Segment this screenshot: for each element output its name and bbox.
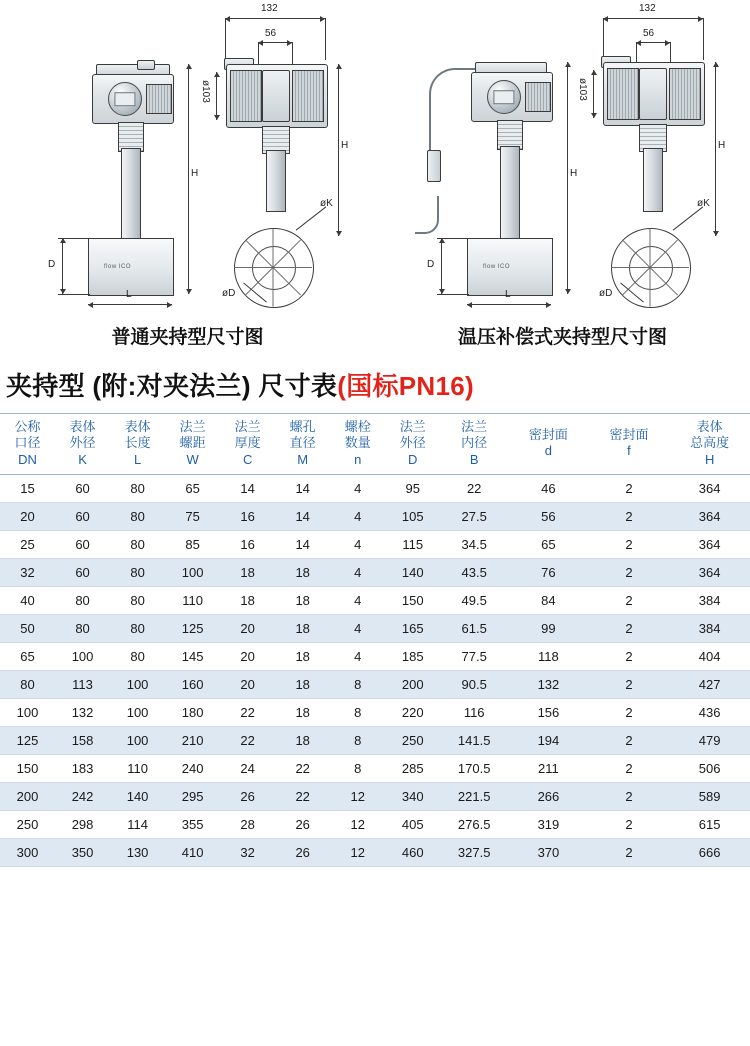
table-cell: 355: [165, 810, 220, 838]
table-cell: 14: [275, 502, 330, 530]
table-cell: 85: [165, 530, 220, 558]
table-cell: 4: [330, 586, 385, 614]
capillary-fitting-right: [427, 150, 441, 182]
dimension-table: [0, 413, 750, 867]
dim-ext-left-r: [603, 18, 604, 60]
table-cell: 165: [385, 614, 440, 642]
col-header-l: 表体 长度 L: [110, 414, 165, 475]
table-cell: 140: [385, 558, 440, 586]
table-cell: 250: [0, 810, 55, 838]
table-cell: 100: [110, 726, 165, 754]
table-cell: 194: [508, 726, 589, 754]
table-cell: 49.5: [440, 586, 508, 614]
table-cell: 75: [165, 502, 220, 530]
table-cell: 16: [220, 530, 275, 558]
neck-tube-left: [121, 148, 141, 240]
col-header-b: 法兰 内径 B: [440, 414, 508, 475]
table-cell: 60: [55, 530, 110, 558]
table-cell: 26: [275, 838, 330, 866]
dim-label-width-56-r: 56: [643, 28, 655, 39]
table-cell: 25: [0, 530, 55, 558]
table-cell: 2: [589, 726, 670, 754]
table-cell: 220: [385, 698, 440, 726]
table-cell: 12: [330, 782, 385, 810]
table-cell: 125: [165, 614, 220, 642]
dim-line-D: [62, 238, 63, 294]
dim-line-dia103: [216, 72, 217, 120]
table-cell: 364: [669, 558, 750, 586]
table-cell: 2: [589, 586, 670, 614]
table-cell: 20: [220, 670, 275, 698]
head-center-front-left: [262, 70, 290, 122]
table-cell: 95: [385, 474, 440, 502]
table-cell: 110: [165, 586, 220, 614]
table-cell: 2: [589, 642, 670, 670]
head-ribs-left: [146, 84, 172, 114]
table-cell: 18: [275, 726, 330, 754]
table-cell: 18: [275, 558, 330, 586]
table-cell: 250: [385, 726, 440, 754]
col-header-d-outer: 法兰 外径 D: [385, 414, 440, 475]
table-cell: 427: [669, 670, 750, 698]
table-cell: 4: [330, 474, 385, 502]
table-cell: 141.5: [440, 726, 508, 754]
leader-K-right: [673, 206, 704, 230]
col-header-c: 法兰 厚度 C: [220, 414, 275, 475]
table-row: [0, 838, 750, 866]
table-cell: 2: [589, 810, 670, 838]
table-cell: 18: [275, 586, 330, 614]
table-cell: 364: [669, 474, 750, 502]
table-row: [0, 726, 750, 754]
table-cell: 40: [0, 586, 55, 614]
table-cell: 65: [508, 530, 589, 558]
dim-label-height-H-front-r: H: [718, 140, 726, 151]
table-cell: 61.5: [440, 614, 508, 642]
table-cell: 65: [165, 474, 220, 502]
table-cell: 80: [0, 670, 55, 698]
drawings-area: [0, 0, 750, 318]
table-cell: 150: [385, 586, 440, 614]
table-cell: 100: [165, 558, 220, 586]
table-cell: 506: [669, 754, 750, 782]
table-cell: 327.5: [440, 838, 508, 866]
table-cell: 114: [110, 810, 165, 838]
body-brand-label-left: flow ICO: [104, 264, 132, 270]
dim-label-width-132-r: 132: [639, 3, 656, 14]
table-cell: 350: [55, 838, 110, 866]
table-cell: 14: [275, 530, 330, 558]
lcd-screen-left: [114, 92, 135, 106]
table-cell: 364: [669, 502, 750, 530]
table-cell: 340: [385, 782, 440, 810]
dim-label-K-left: øK: [320, 198, 333, 209]
dim-line-dia103-r: [593, 70, 594, 118]
table-cell: 100: [55, 642, 110, 670]
dim-label-height-H: H: [191, 168, 199, 179]
page-title-main: 夹持型 (附:对夹法兰) 尺寸表: [6, 371, 338, 401]
table-cell: 156: [508, 698, 589, 726]
col-header-w: 法兰 螺距 W: [165, 414, 220, 475]
dim-label-boreD-right: øD: [599, 288, 613, 299]
table-cell: 298: [55, 810, 110, 838]
dim-line-width-56: [258, 42, 292, 43]
table-cell: 8: [330, 670, 385, 698]
dim-label-height-H-front: H: [341, 140, 349, 151]
table-cell: 27.5: [440, 502, 508, 530]
dim-line-height-H-front-r: [715, 62, 716, 236]
table-cell: 115: [385, 530, 440, 558]
table-cell: 22: [275, 754, 330, 782]
table-cell: 56: [508, 502, 589, 530]
table-cell: 132: [508, 670, 589, 698]
page-title: [0, 360, 750, 413]
table-cell: 32: [220, 838, 275, 866]
dim-line-height-H-r: [567, 62, 568, 294]
table-cell: 80: [110, 642, 165, 670]
table-cell: 4: [330, 614, 385, 642]
table-cell: 145: [165, 642, 220, 670]
table-cell: 24: [220, 754, 275, 782]
neck-tube-right: [500, 146, 520, 240]
table-cell: 295: [165, 782, 220, 810]
table-cell: 20: [0, 502, 55, 530]
caption-compensated-clamp: 温压补偿式夹持型尺寸图: [457, 327, 667, 348]
table-cell: 18: [275, 698, 330, 726]
dim-ext-left-56-r: [636, 42, 637, 64]
table-cell: 221.5: [440, 782, 508, 810]
table-cell: 384: [669, 586, 750, 614]
table-cell: 22: [220, 698, 275, 726]
table-row: [0, 642, 750, 670]
table-cell: 384: [669, 614, 750, 642]
table-cell: 80: [110, 558, 165, 586]
dim-ext-D-top-r: [437, 238, 469, 239]
table-cell: 370: [508, 838, 589, 866]
neck-tube-front-right: [643, 148, 663, 212]
table-cell: 185: [385, 642, 440, 670]
table-cell: 80: [110, 474, 165, 502]
table-cell: 22: [275, 782, 330, 810]
table-cell: 404: [669, 642, 750, 670]
table-cell: 285: [385, 754, 440, 782]
table-cell: 99: [508, 614, 589, 642]
table-cell: 80: [110, 586, 165, 614]
table-cell: 479: [669, 726, 750, 754]
table-cell: 18: [220, 558, 275, 586]
table-cell: 46: [508, 474, 589, 502]
head-boss-left: [137, 60, 155, 70]
dim-ext-left: [225, 18, 226, 60]
table-cell: 2: [589, 614, 670, 642]
table-cell: 200: [0, 782, 55, 810]
capillary-loop-right: [415, 196, 439, 234]
table-cell: 158: [55, 726, 110, 754]
head-ribs-front-a-left: [230, 70, 262, 122]
caption-standard-clamp: 普通夹持型尺寸图: [111, 327, 264, 348]
col-header-k: 表体 外径 K: [55, 414, 110, 475]
table-cell: 20: [220, 642, 275, 670]
lcd-display-left: [108, 82, 142, 116]
col-header-dn: 公称 口径 DN: [0, 414, 55, 475]
table-cell: 410: [165, 838, 220, 866]
table-cell: 12: [330, 838, 385, 866]
drawing-captions: [0, 318, 750, 360]
dim-label-L: L: [126, 289, 132, 300]
dim-line-width-132: [225, 18, 325, 19]
table-cell: 100: [110, 670, 165, 698]
table-cell: 140: [110, 782, 165, 810]
table-cell: 26: [220, 782, 275, 810]
dim-ext-right-r: [703, 18, 704, 60]
table-cell: 76: [508, 558, 589, 586]
table-row: [0, 530, 750, 558]
table-cell: 77.5: [440, 642, 508, 670]
drawing-compensated-clamp: [375, 0, 750, 318]
dim-label-width-56: 56: [265, 28, 277, 39]
col-header-m: 螺孔 直径 M: [275, 414, 330, 475]
table-cell: 90.5: [440, 670, 508, 698]
table-cell: 110: [110, 754, 165, 782]
head-ribs-front-b-right: [669, 68, 701, 120]
table-cell: 43.5: [440, 558, 508, 586]
table-cell: 20: [220, 614, 275, 642]
dim-label-boreD-left: øD: [222, 288, 236, 299]
table-cell: 26: [275, 810, 330, 838]
table-row: [0, 698, 750, 726]
table-cell: 80: [55, 586, 110, 614]
table-cell: 2: [589, 754, 670, 782]
table-cell: 319: [508, 810, 589, 838]
table-cell: 84: [508, 586, 589, 614]
table-cell: 113: [55, 670, 110, 698]
dim-line-D-r: [441, 238, 442, 294]
table-cell: 16: [220, 502, 275, 530]
table-cell: 18: [275, 614, 330, 642]
col-header-total-h: 表体 总高度 H: [669, 414, 750, 475]
table-cell: 132: [55, 698, 110, 726]
table-row: [0, 474, 750, 502]
table-cell: 276.5: [440, 810, 508, 838]
table-cell: 100: [110, 698, 165, 726]
table-cell: 300: [0, 838, 55, 866]
table-cell: 22: [220, 726, 275, 754]
table-cell: 2: [589, 698, 670, 726]
dim-line-height-H-front: [338, 64, 339, 236]
table-cell: 364: [669, 530, 750, 558]
body-brand-label-right: flow ICO: [483, 264, 511, 270]
table-cell: 160: [165, 670, 220, 698]
table-cell: 118: [508, 642, 589, 670]
table-row: [0, 614, 750, 642]
table-row: [0, 670, 750, 698]
table-cell: 2: [589, 670, 670, 698]
table-cell: 34.5: [440, 530, 508, 558]
table-cell: 240: [165, 754, 220, 782]
table-cell: 60: [55, 474, 110, 502]
table-cell: 210: [165, 726, 220, 754]
table-row: [0, 558, 750, 586]
head-ribs-right: [525, 82, 551, 112]
table-cell: 242: [55, 782, 110, 810]
table-cell: 589: [669, 782, 750, 810]
table-cell: 14: [220, 474, 275, 502]
table-cell: 130: [110, 838, 165, 866]
table-cell: 666: [669, 838, 750, 866]
head-center-front-right: [639, 68, 667, 120]
table-cell: 60: [55, 558, 110, 586]
dim-line-L-r: [467, 304, 551, 305]
dim-label-D: D: [48, 259, 56, 270]
dim-line-width-132-r: [603, 18, 703, 19]
table-cell: 170.5: [440, 754, 508, 782]
table-cell: 28: [220, 810, 275, 838]
table-cell: 125: [0, 726, 55, 754]
table-cell: 615: [669, 810, 750, 838]
table-row: [0, 754, 750, 782]
lcd-screen-right: [493, 90, 514, 104]
dim-label-L-r: L: [505, 289, 511, 300]
table-cell: 2: [589, 474, 670, 502]
dim-line-L: [88, 304, 172, 305]
table-cell: 2: [589, 502, 670, 530]
table-cell: 4: [330, 502, 385, 530]
head-ribs-front-b-left: [292, 70, 324, 122]
dim-ext-left-56: [258, 42, 259, 64]
drawing-standard-clamp: [0, 0, 375, 318]
table-cell: 65: [0, 642, 55, 670]
table-cell: 80: [110, 614, 165, 642]
table-cell: 460: [385, 838, 440, 866]
table-cell: 80: [110, 530, 165, 558]
table-cell: 4: [330, 642, 385, 670]
dim-ext-right-56: [292, 42, 293, 64]
dim-label-width-132: 132: [261, 3, 278, 14]
table-cell: 8: [330, 698, 385, 726]
table-cell: 150: [0, 754, 55, 782]
dim-ext-D-bot-r: [437, 294, 469, 295]
table-cell: 50: [0, 614, 55, 642]
table-cell: 180: [165, 698, 220, 726]
table-row: [0, 502, 750, 530]
table-cell: 266: [508, 782, 589, 810]
table-cell: 18: [275, 642, 330, 670]
table-cell: 2: [589, 530, 670, 558]
lcd-display-right: [487, 80, 521, 114]
dim-line-height-H: [188, 64, 189, 294]
table-cell: 4: [330, 530, 385, 558]
neck-tube-front-left: [266, 150, 286, 212]
table-header-row: [0, 414, 750, 475]
leader-K-left: [296, 206, 327, 230]
dim-ext-D-bot: [58, 294, 90, 295]
table-cell: 2: [589, 782, 670, 810]
dim-label-height-H-r: H: [570, 168, 578, 179]
table-cell: 8: [330, 726, 385, 754]
table-cell: 100: [0, 698, 55, 726]
dim-label-dia103: ø103: [200, 80, 211, 103]
dim-ext-right: [325, 18, 326, 60]
head-ribs-front-a-right: [607, 68, 639, 120]
table-cell: 116: [440, 698, 508, 726]
col-header-n: 螺栓 数量 n: [330, 414, 385, 475]
table-cell: 405: [385, 810, 440, 838]
table-cell: 2: [589, 558, 670, 586]
page-title-accent: (国标PN16): [337, 371, 474, 401]
table-cell: 183: [55, 754, 110, 782]
table-cell: 32: [0, 558, 55, 586]
table-cell: 18: [220, 586, 275, 614]
col-header-seal-d: 密封面 d: [508, 414, 589, 475]
table-cell: 4: [330, 558, 385, 586]
dim-label-D-r: D: [427, 259, 435, 270]
table-cell: 18: [275, 670, 330, 698]
table-cell: 211: [508, 754, 589, 782]
dim-line-width-56-r: [636, 42, 670, 43]
table-cell: 105: [385, 502, 440, 530]
table-row: [0, 782, 750, 810]
table-cell: 60: [55, 502, 110, 530]
dim-ext-right-56-r: [670, 42, 671, 64]
table-cell: 436: [669, 698, 750, 726]
table-cell: 80: [55, 614, 110, 642]
table-cell: 12: [330, 810, 385, 838]
table-cell: 22: [440, 474, 508, 502]
table-row: [0, 586, 750, 614]
dim-label-dia103-r: ø103: [577, 78, 588, 101]
table-row: [0, 810, 750, 838]
table-cell: 8: [330, 754, 385, 782]
table-cell: 2: [589, 838, 670, 866]
dim-label-K-right: øK: [697, 198, 710, 209]
dim-ext-D-top: [58, 238, 90, 239]
table-cell: 80: [110, 502, 165, 530]
col-header-seal-f: 密封面 f: [589, 414, 670, 475]
table-cell: 15: [0, 474, 55, 502]
table-body: [0, 474, 750, 866]
table-cell: 200: [385, 670, 440, 698]
table-cell: 14: [275, 474, 330, 502]
